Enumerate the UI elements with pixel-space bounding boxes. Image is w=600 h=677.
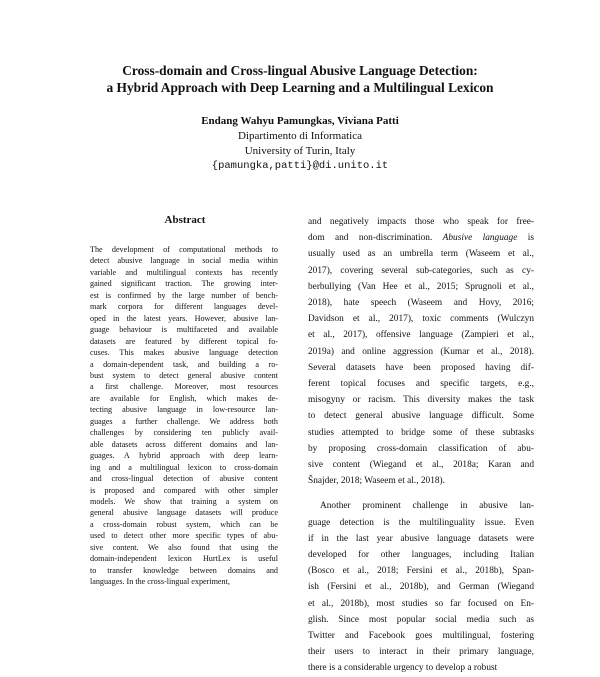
text-line: able datasets across different domains and lan-: [90, 439, 278, 449]
paper-title: [40, 62, 560, 96]
text-line: ferent topical focuses and specific targets, e.g.,: [308, 379, 534, 390]
text-line: challenges by considering ten publicly avail-: [90, 428, 278, 438]
text-line: 2019a) and online aggression (Kumar et al., 2018).: [308, 346, 534, 357]
text-line: used to detect other more specific types of abu-: [90, 531, 278, 541]
author-names: Endang Wahyu Pamungkas, Viviana Patti: [201, 115, 399, 127]
text-line: guages. A hybrid approach with deep learn-: [90, 451, 278, 461]
text-line: if in the last year abusive language datasets were: [308, 533, 534, 544]
text-line: et al., 2017), offensive language (Zampieri et al.,: [308, 330, 534, 341]
abstract-text: [90, 244, 278, 588]
affiliation-line: Dipartimento di Informatica: [237, 130, 362, 142]
text-line: sive content (Wiegand et al., 2018a; Karan and: [308, 460, 534, 471]
text-line: Šnajder, 2018; Waseem et al., 2018).: [308, 476, 446, 487]
text-line: guage detection is the multilinguality issue. Even: [308, 517, 534, 528]
body-paragraph: [308, 214, 534, 489]
text-line: 2018), hate speech (Waseem and Hovy, 2016;: [308, 298, 534, 309]
text-line: Twitter and Facebook goes multilingual, fostering: [308, 631, 534, 642]
text-line: sive content. We also found that using the: [90, 542, 278, 552]
text-line: models. We show that training a system on: [90, 496, 278, 506]
text-line: a cross-domain robust system, which can be: [90, 519, 278, 529]
author-email: {pamungka,patti}@di.unito.it: [211, 160, 389, 172]
body-paragraph: [308, 498, 534, 676]
text-line: detect abusive language in social media within: [90, 256, 278, 266]
text-line: studies attempted to bridge some of these subtasks: [308, 427, 534, 438]
text-line: their users to interact in their primary language,: [308, 647, 534, 658]
text-line: domain-independent lexicon HurtLex is useful: [90, 554, 278, 564]
paragraph-gap: [308, 489, 534, 498]
affiliation-line: University of Turin, Italy: [244, 145, 356, 157]
text-line: is proposed and compared with other simpler: [90, 485, 278, 495]
text-line: developed for other languages, including Italian: [308, 550, 534, 561]
emphasis-term: Abusive language: [442, 233, 518, 244]
text-line: general abusive language datasets will produce: [90, 508, 278, 518]
text-line: and cross-lingual detection of abusive content: [90, 474, 278, 484]
text-line: guages a further challenge. We address both: [90, 416, 278, 426]
text-line: Several datasets have been proposed having dif-: [308, 362, 534, 373]
abstract-heading: Abstract: [164, 214, 206, 226]
text-line: (Bosco et al., 2018; Fersini et al., 2018b), Span-: [308, 566, 534, 577]
text-line: misogyny or racism. This diversity makes the task: [308, 395, 534, 406]
text-line: to transfer knowledge between domains and: [90, 565, 278, 575]
title-line: a Hybrid Approach with Deep Learning and a Multilingual Lexicon: [106, 80, 494, 95]
text-line: a domain-dependent task, and building a ro-: [90, 359, 278, 369]
text-line: there is a considerable urgency to develop a robust: [308, 663, 498, 674]
body-column: [308, 214, 534, 677]
text-line: berbullying (Van Hee et al., 2015; Sprugnoli et al.,: [308, 281, 534, 292]
text-line: guage behaviour is multifaceted and available: [90, 325, 278, 335]
text-line: to detect general abusive language difficult. Some: [308, 411, 534, 422]
text-line: ing and a multilingual lexicon to cross-domain: [90, 462, 278, 472]
text-line: 2017), covering several sub-categories, such as cy-: [308, 265, 534, 276]
text-line: mark corpora for different languages devel-: [90, 302, 278, 312]
text-line: The development of computational methods to: [90, 245, 278, 254]
text-line: a first challenge. Moreover, most resources: [90, 382, 278, 392]
title-line: Cross-domain and Cross-lingual Abusive Language Detection:: [122, 63, 478, 78]
text-line: cuses. This makes abusive language detection: [90, 348, 278, 358]
author-block: [90, 114, 510, 174]
text-line: bust system to detect general abusive content: [90, 370, 278, 380]
text-line: variable and multilingual contexts has recently: [90, 267, 278, 277]
text-line: gained significant traction. The growing inter-: [90, 279, 278, 289]
text-line: est is confirmed by the large number of bench-: [90, 290, 278, 300]
text-line: by proposing cross-domain classification of abu-: [308, 443, 534, 454]
text-line: ish (Fersini et al., 2018b), and German (Wiegand: [308, 582, 534, 593]
text-line: languages. In the cross-lingual experiment,: [90, 577, 230, 587]
text-line: dom and non-discrimination. Abusive language is: [308, 233, 534, 244]
text-line: Another prominent challenge in abusive lan-: [320, 501, 534, 512]
text-line: et al., 2018b), most studies so far focused on En-: [308, 598, 534, 609]
text-line: glish. Since most popular social media such as: [308, 614, 534, 625]
text-line: Davidson et al., 2017), toxic comments (Wulczyn: [308, 314, 534, 325]
text-line: are available for English, which makes de-: [90, 393, 278, 403]
text-line: and negatively impacts those who speak for free-: [308, 217, 534, 227]
text-line: tecting abusive language in low-resource lan-: [90, 405, 278, 415]
text-line: datasets are featured by different topical fo-: [90, 336, 278, 346]
text-line: usually used as an umbrella term (Waseem et al.,: [308, 249, 534, 260]
text-line: oped in the latest years. However, abusive lan-: [90, 313, 278, 323]
